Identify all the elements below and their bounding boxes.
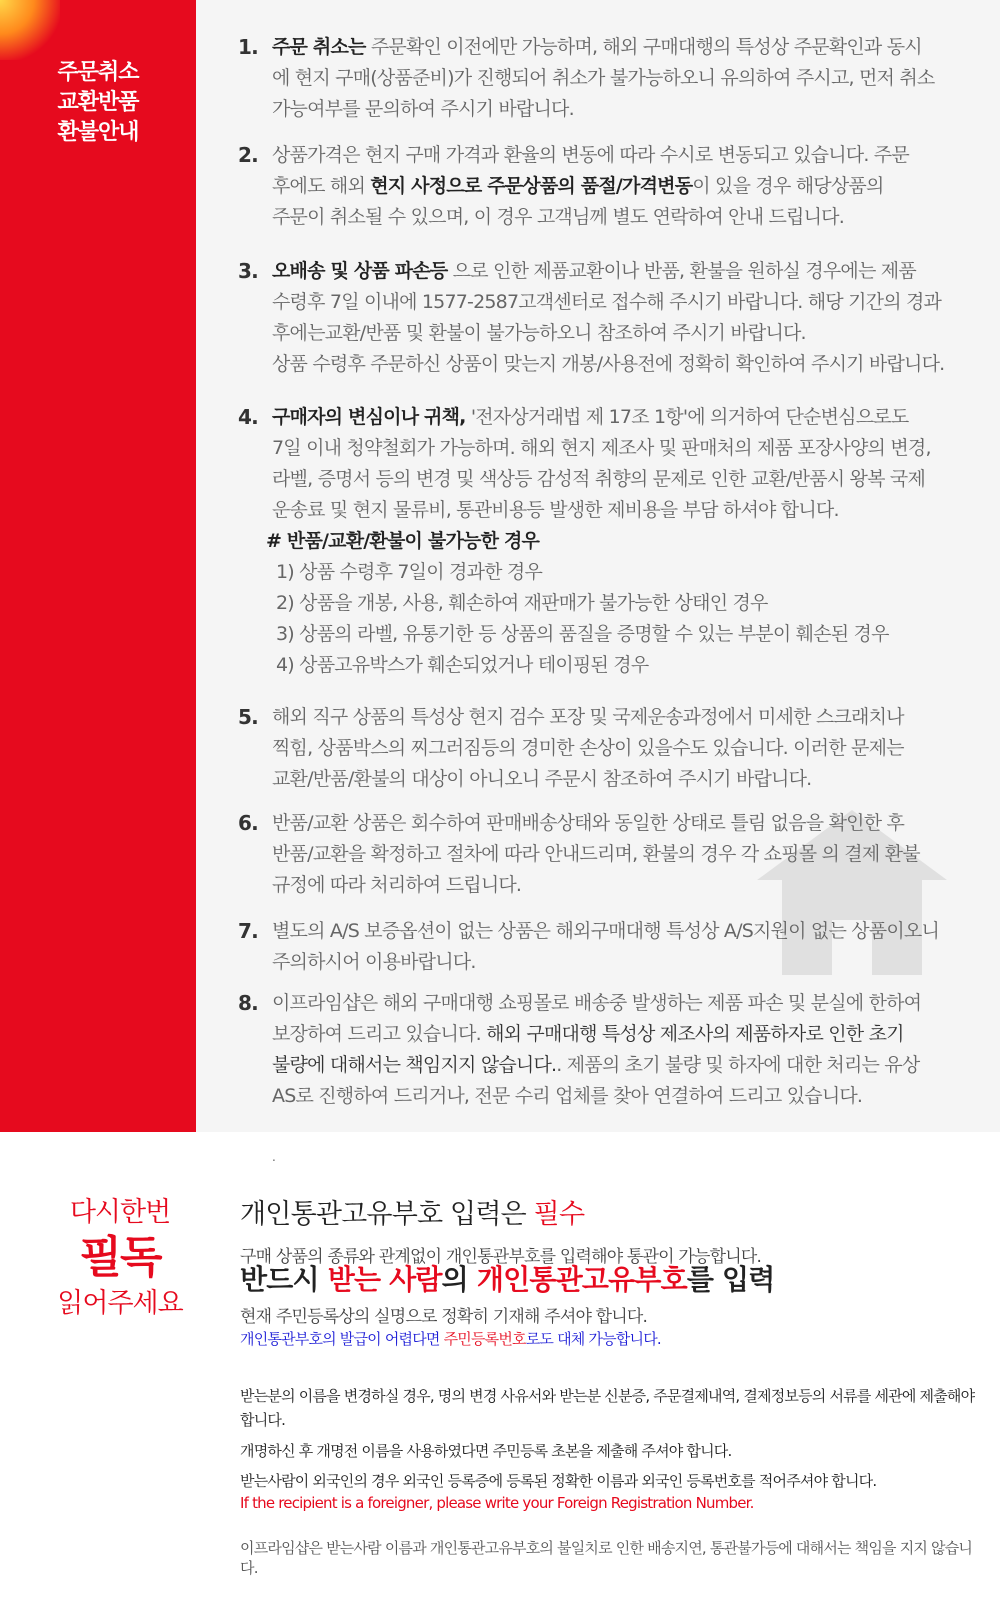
must-read-line: 다시한번: [69, 1197, 171, 1228]
disclaimer-text: 이프라임샵은 받는사람 이름과 개인통관고유부호의 불일치로 인한 배송지연, 통관불가등에 대해서는 책임을 지지 않습니다.: [240, 1539, 973, 1577]
item-number: 2.: [238, 143, 258, 167]
sidebar-title-line: 주문취소: [57, 60, 139, 85]
instruction-text: 를 입력: [686, 1263, 775, 1296]
item-text: 이프라임샵은 해외 구매대행 쇼핑몰로 배송중 발생하는 제품 파손 및 분실에 한하여: [272, 992, 922, 1014]
item-text: 후에는교환/반품 및 환불이 불가능하오니 참조하여 주시기 바랍니다.: [272, 322, 806, 344]
policy-item-1: [238, 32, 988, 125]
item-text: 이 있을 경우 해당상품의: [692, 175, 884, 197]
policy-item-7: [238, 916, 988, 978]
item-emphasis: 불량에 대해서는 책임지지 않습니다.: [272, 1054, 557, 1076]
item-text: 에 현지 구매(상품준비)가 진행되어 취소가 불가능하오니 유의하여 주시고, 먼저 취소: [272, 67, 935, 89]
item-text: 규정에 따라 처리하여 드립니다.: [272, 874, 522, 896]
item-text: 해외 직구 상품의 특성상 현지 검수 포장 및 국제운송과정에서 미세한 스크래치나: [272, 706, 904, 728]
must-read-line: 읽어주세요: [57, 1288, 183, 1319]
item-text: 7일 이내 청약철회가 가능하며. 해외 현지 제조사 및 판매처의 제품 포장사양의 변경,: [272, 437, 931, 459]
item-text: 상품 수령후 주문하신 상품이 맞는지 개봉/사용전에 정확히 확인하여 주시기 바랍니다.: [272, 353, 945, 375]
sidebar-title: [0, 58, 196, 148]
item-text: 주문이 취소될 수 있으며, 이 경우 고객님께 별도 연락하여 안내 드립니다.: [272, 206, 844, 228]
item-text: 교환/반품/환불의 대상이 아니오니 주문시 참조하여 주시기 바랍니다.: [272, 768, 812, 790]
item-lead: 구매자의 변심이나 귀책,: [272, 406, 466, 428]
instruction-highlight: 받는 사람: [327, 1263, 442, 1296]
sidebar-title-line: 교환반품: [57, 90, 139, 115]
must-read-badge: [0, 1195, 240, 1323]
item-text: 반품/교환 상품은 회수하여 판매배송상태와 동일한 상태로 틀림 없음을 확인한 후: [272, 812, 905, 834]
alt-text: 로도 대체 가능합니다.: [525, 1330, 661, 1348]
item-number: 6.: [238, 811, 258, 835]
item-text: 주문확인 이전에만 가능하며, 해외 구매대행의 특성상 주문확인과 동시: [365, 36, 922, 58]
item-number: 8.: [238, 991, 258, 1015]
policy-item-3: [238, 256, 988, 380]
item-lead: 오배송 및 상품 파손등: [272, 260, 448, 282]
corner-glow: [0, 0, 60, 60]
policy-item-5: [238, 702, 988, 795]
list-item: 2) 상품을 개봉, 사용, 훼손하여 재판매가 불가능한 상태인 경우: [276, 592, 768, 614]
sidebar-banner: [0, 0, 196, 1132]
heading-text: 개인통관고유부호 입력은: [240, 1199, 534, 1230]
instruction-text: 의: [441, 1263, 477, 1296]
policy-item-2: [238, 140, 988, 233]
item-text: 가능여부를 문의하여 주시기 바랍니다.: [272, 98, 574, 120]
item-number: 5.: [238, 705, 258, 729]
item-text: 후에도 해외: [272, 175, 371, 197]
item-text: 으로 인한 제품교환이나 반품, 환불을 원하실 경우에는 제품: [447, 260, 916, 282]
policy-item-4: [238, 402, 988, 681]
customs-info-text: 구매 상품의 종류와 관계없이 개인통관부호를 입력해야 통관이 가능합니다.: [240, 1247, 762, 1267]
list-item: 4) 상품고유박스가 훼손되었거나 테이핑된 경우: [276, 654, 649, 676]
heading-required: 필수: [533, 1199, 585, 1230]
customs-code-instruction: [240, 1262, 980, 1298]
item-text: 주의하시어 이용바랍니다.: [272, 951, 476, 973]
renamed-text: 개명하신 후 개명전 이름을 사용하였다면 주민등록 초본을 제출해 주셔야 합니다.: [240, 1442, 732, 1460]
sidebar-title-line: 환불안내: [57, 120, 139, 145]
policy-item-6: [238, 808, 988, 901]
item-number: 1.: [238, 35, 258, 59]
real-name-text: 현재 주민등록상의 실명으로 정확히 기재해 주셔야 합니다.: [240, 1307, 648, 1327]
item-text: 보장하여 드리고 있습니다.: [272, 1023, 487, 1045]
instruction-highlight: 개인통관고유부호: [476, 1263, 687, 1296]
must-read-emphasis: 필독: [79, 1232, 161, 1283]
name-change-text: 받는분의 이름을 변경하실 경우, 명의 변경 사유서와 받는분 신분증, 주문결제내역, 결제정보등의 서류를 세관에 제출해야 합니다.: [240, 1387, 975, 1429]
item-text: '전자상거래법 제 17조 1항'에 의거하여 단순변심으로도: [465, 406, 909, 428]
item-text: 운송료 및 현지 물류비, 통관비용등 발생한 제비용을 부담 하셔야 합니다.: [272, 499, 839, 521]
non-returnable-heading: # 반품/교환/환불이 불가능한 경우: [266, 530, 540, 552]
item-text: AS로 진행하여 드리거나, 전문 수리 업체를 찾아 연결하여 드리고 있습니다.: [272, 1085, 863, 1107]
item-text: . 제품의 초기 불량 및 하자에 대한 처리는 유상: [556, 1054, 920, 1076]
item-number: 4.: [238, 405, 258, 429]
instruction-text: 반드시: [240, 1263, 328, 1296]
item-text: 라벨, 증명서 등의 변경 및 색상등 감성적 취향의 문제로 인한 교환/반품시 왕복 국제: [272, 468, 925, 490]
foreigner-english-text: If the recipient is a foreigner, please write your Foreign Registration Number.: [240, 1494, 754, 1512]
customs-code-heading: [240, 1198, 980, 1232]
alternative-id-text: [240, 1328, 980, 1349]
alt-highlight: 주민등록번호: [443, 1330, 526, 1348]
stray-dot: .: [272, 1150, 276, 1164]
alt-text: 개인통관부호의 발급이 어렵다면: [240, 1330, 444, 1348]
list-item: 1) 상품 수령후 7일이 경과한 경우: [276, 561, 543, 583]
item-lead: 주문 취소는: [272, 36, 366, 58]
item-number: 7.: [238, 919, 258, 943]
item-text: 별도의 A/S 보증옵션이 없는 상품은 해외구매대행 특성상 A/S지원이 없는 상품이오니: [272, 920, 940, 942]
list-item: 3) 상품의 라벨, 유통기한 등 상품의 품질을 증명할 수 있는 부분이 훼손된 경우: [276, 623, 889, 645]
policy-item-8: [238, 988, 988, 1112]
item-number: 3.: [238, 259, 258, 283]
item-emphasis: 현지 사정으로 주문상품의 품절/가격변동: [370, 175, 693, 197]
item-text: 수령후 7일 이내에 1577-2587고객센터로 접수해 주시기 바랍니다. 해당 기간의 경과: [272, 291, 942, 313]
item-text: 찍힘, 상품박스의 찌그러짐등의 경미한 손상이 있을수도 있습니다. 이러한 문제는: [272, 737, 904, 759]
foreigner-text: 받는사람이 외국인의 경우 외국인 등록증에 등록된 정확한 이름과 외국인 등록번호를 적어주셔야 합니다.: [240, 1472, 877, 1490]
item-text: 반품/교환을 확정하고 절차에 따라 안내드리며, 환불의 경우 각 쇼핑몰 의 결제 환불: [272, 843, 920, 865]
item-text: 상품가격은 현지 구매 가격과 환율의 변동에 따라 수시로 변동되고 있습니다. 주문: [272, 144, 909, 166]
item-emphasis: 해외 구매대행 특성상 제조사의 제품하자로 인한 초기: [486, 1023, 904, 1045]
